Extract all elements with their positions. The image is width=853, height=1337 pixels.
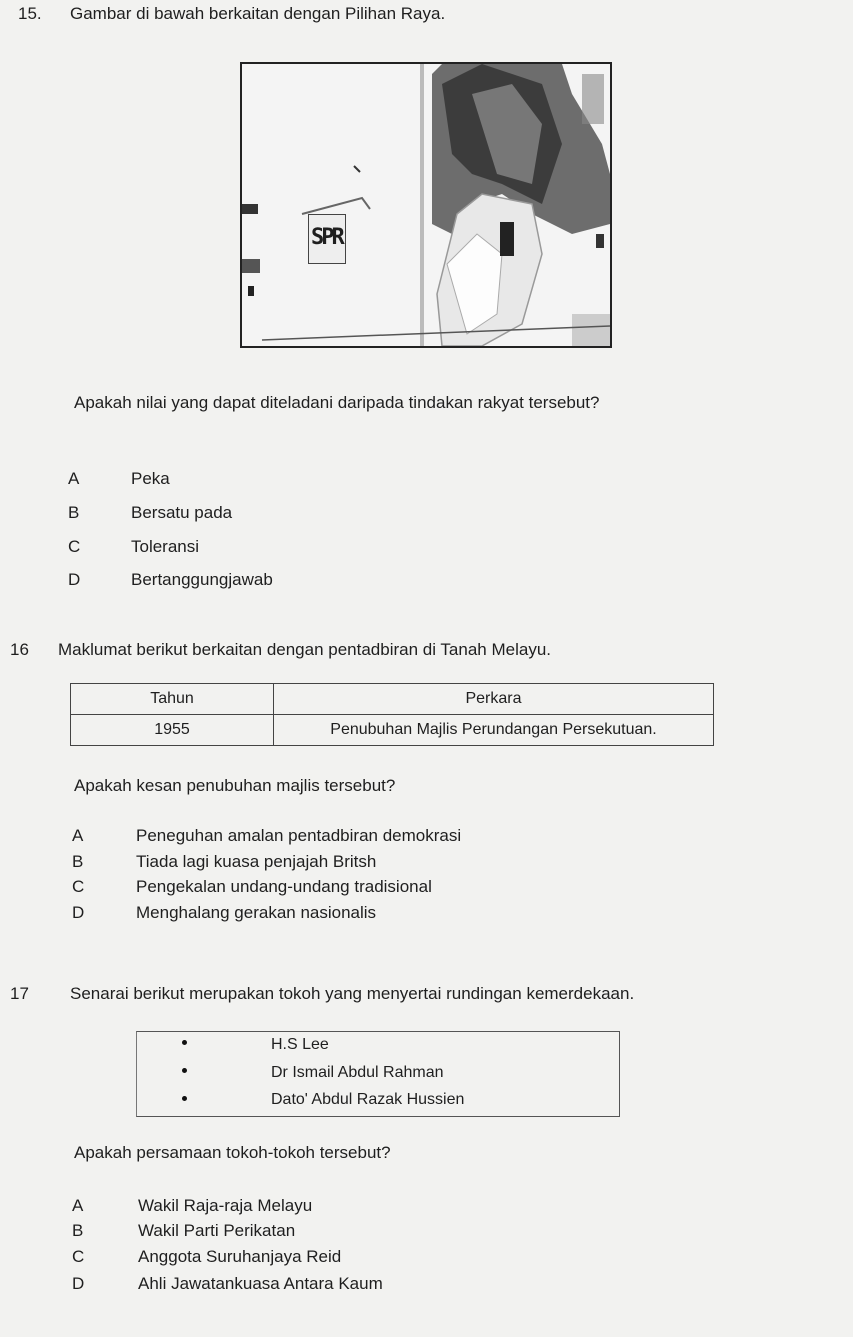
table-header-row [71,684,714,715]
table-cell-event: Penubuhan Majlis Perundangan Persekutuan. [274,715,714,746]
q17-option-c-letter: C [72,1247,85,1266]
table-header-tahun: Tahun [71,684,274,715]
list-item: Dr Ismail Abdul Rahman [271,1064,444,1081]
q17-list-box [136,1031,620,1117]
q17-option-b-letter: B [72,1221,84,1240]
q17-option-b-text: Wakil Parti Perikatan [138,1221,296,1240]
q15-option-b-text: Bersatu pada [131,503,233,522]
q15-option-c-text: Toleransi [131,537,200,556]
q15-question: Apakah nilai yang dapat diteladani daripada tindakan rakyat tersebut? [74,393,600,412]
q16-table [70,683,714,746]
q15-option-b-letter: B [68,503,80,522]
q17-number: 17 [10,984,29,1003]
spr-logo-text: SPR [311,225,342,250]
q15-option-c-letter: C [68,537,81,556]
bullet-icon [182,1068,187,1073]
ballot-photo-drawing [242,64,610,346]
bullet-icon [182,1096,187,1101]
q15-option-a-letter: A [68,469,80,488]
q17-stem: Senarai berikut merupakan tokoh yang menyertai rundingan kemerdekaan. [70,984,635,1003]
q16-question: Apakah kesan penubuhan majlis tersebut? [74,776,396,795]
q16-option-a-text: Peneguhan amalan pentadbiran demokrasi [136,826,462,845]
table-cell-year: 1955 [71,715,274,746]
q17-option-d-text: Ahli Jawatankuasa Antara Kaum [138,1274,383,1293]
q15-option-d-letter: D [68,570,81,589]
q17-option-a-letter: A [72,1196,84,1215]
q16-option-a-letter: A [72,826,84,845]
q16-option-d-text: Menghalang gerakan nasionalis [136,903,377,922]
list-item: H.S Lee [271,1036,329,1053]
q17-option-a-text: Wakil Raja-raja Melayu [138,1196,313,1215]
table-row [71,715,714,746]
q16-option-c-text: Pengekalan undang-undang tradisional [136,877,432,896]
list-item: Dato' Abdul Razak Hussien [271,1091,465,1108]
q16-stem: Maklumat berikut berkaitan dengan pentadbiran di Tanah Melayu. [58,640,551,659]
q17-option-c-text: Anggota Suruhanjaya Reid [138,1247,342,1266]
q16-option-b-letter: B [72,852,84,871]
q15-stem: Gambar di bawah berkaitan dengan Pilihan Raya. [70,4,446,23]
q16-option-b-text: Tiada lagi kuasa penjajah Britsh [136,852,377,871]
spr-logo [308,214,346,264]
q17-option-d-letter: D [72,1274,85,1293]
q16-option-d-letter: D [72,903,85,922]
q16-option-c-letter: C [72,877,85,896]
table-header-perkara: Perkara [274,684,714,715]
q16-number: 16 [10,640,29,659]
q15-number: 15. [18,4,42,23]
q15-option-d-text: Bertanggungjawab [131,570,273,589]
q17-question: Apakah persamaan tokoh-tokoh tersebut? [74,1143,391,1162]
q15-option-a-text: Peka [131,469,170,488]
ballot-box-photo [240,62,612,348]
bullet-icon [182,1040,187,1045]
